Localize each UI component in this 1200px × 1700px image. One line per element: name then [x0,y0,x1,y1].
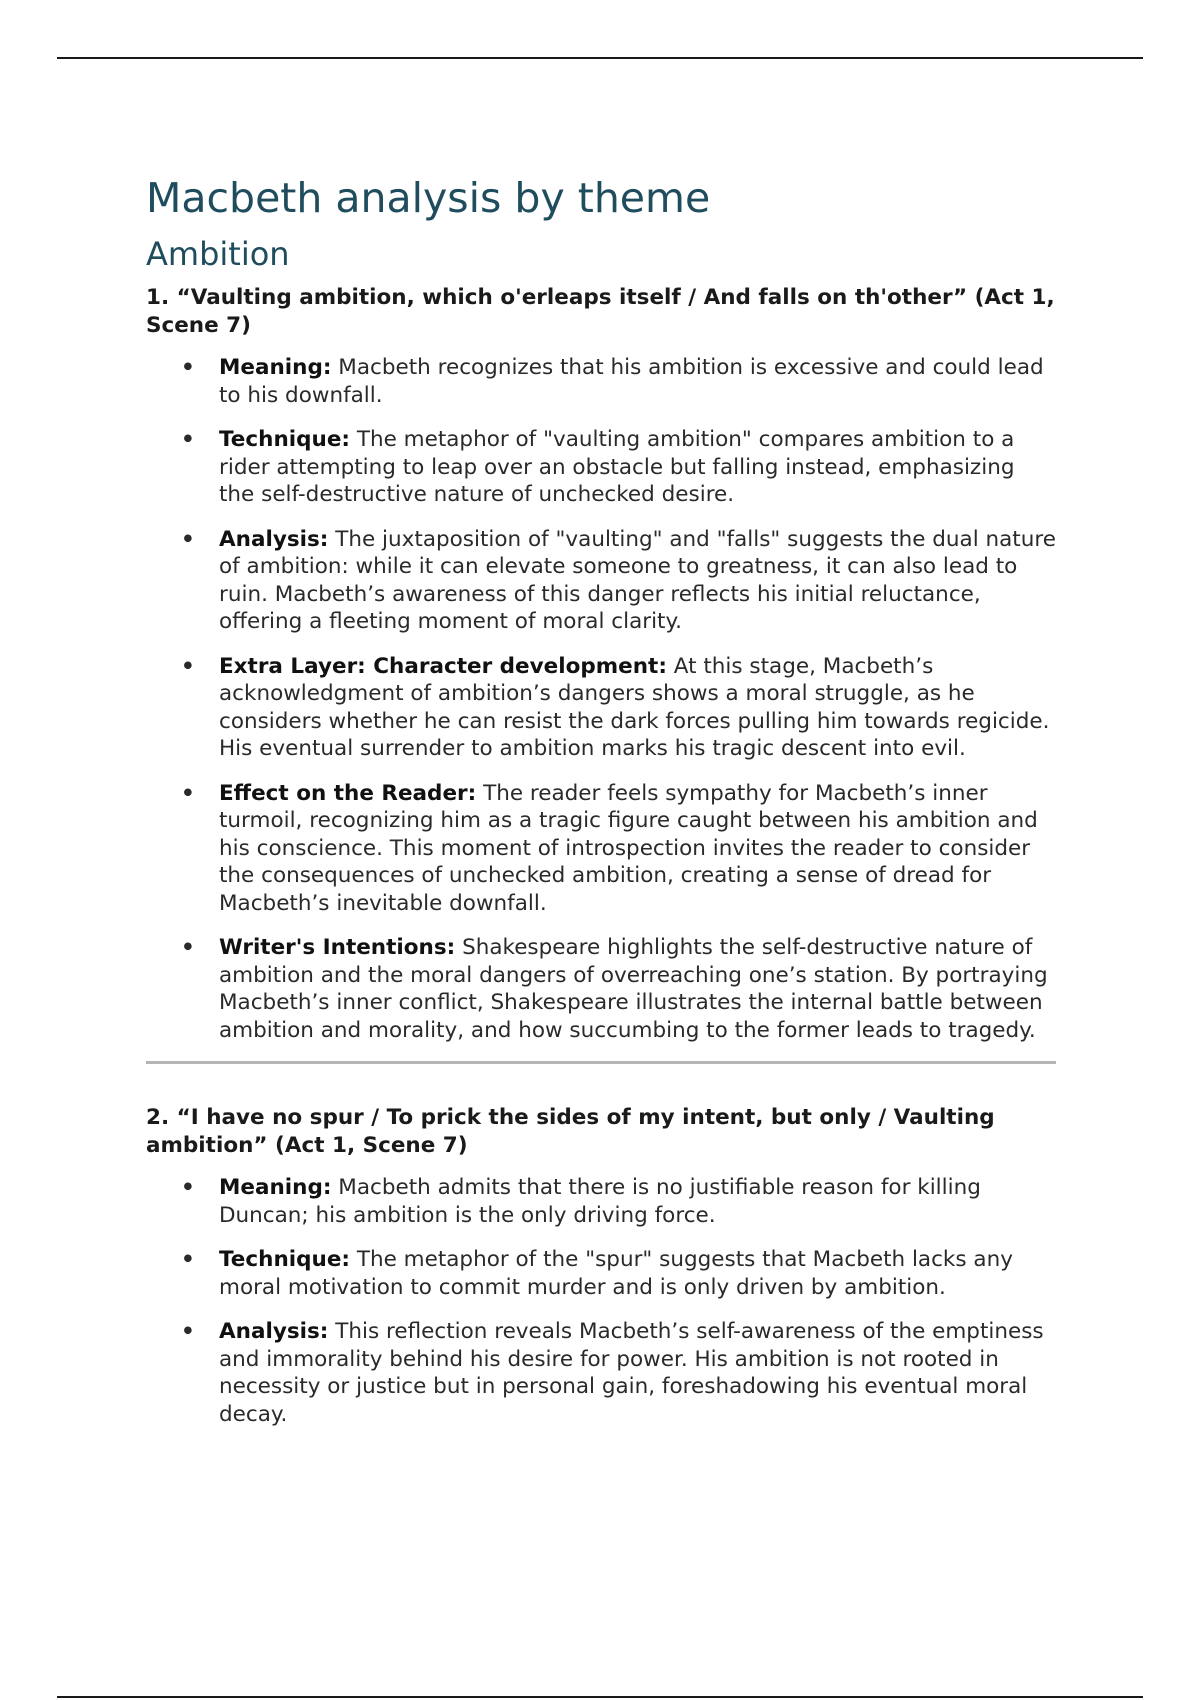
point-text: The reader feels sympathy for Macbeth’s inner turmoil, recognizing him as a tragic figure caught between his ambition and his conscience. This moment of introspection invites the reader to consider the consequences of unchecked ambition, creating a sense of dread for Macbeth’s inevitable downfall. [219,780,1038,916]
list-item [146,526,1056,636]
document-body [146,170,1056,1445]
point-label: Meaning: [219,355,332,380]
bullet-icon: • [181,1319,195,1344]
point-text: The metaphor of "vaulting ambition" compares ambition to a rider attempting to leap over an obstacle but falling instead, emphasizing the self-destructive nature of unchecked desire. [219,427,1015,507]
analysis-list [146,354,1056,1044]
point-text: At this stage, Macbeth’s acknowledgment of ambition’s dangers shows a moral struggle, as he considers whether he can resist the dark forces pulling him towards regicide. His eventual surrender to ambition marks his tragic descent into evil. [219,653,1050,761]
analysis-list [146,1174,1056,1428]
point-label: Technique: [219,1247,350,1272]
header-rule [57,57,1143,59]
point-label: Technique: [219,427,350,452]
section-divider [146,1061,1056,1064]
list-item [146,426,1056,509]
bullet-icon: • [181,780,195,806]
bullet-icon: • [181,355,195,380]
footer-rule [57,1696,1143,1698]
bullet-icon: • [181,526,195,552]
bullet-icon: • [181,935,195,960]
point-text: Shakespeare highlights the self-destructive nature of ambition and the moral dangers of overreaching one’s station. By portraying Macbeth’s inner conflict, Shakespeare illustrates the internal battle between ambition and morality, and how succumbing to the former leads to tragedy. [219,935,1048,1043]
point-label: Analysis: [219,1319,329,1344]
list-item [146,1246,1056,1301]
document-title: Macbeth analysis by theme [146,174,711,222]
point-text: Macbeth admits that there is no justifiable reason for killing Duncan; his ambition is the only driving force. [219,1175,981,1228]
bullet-icon: • [181,1247,195,1272]
point-text: Macbeth recognizes that his ambition is excessive and could lead to his downfall. [219,355,1044,408]
point-label: Writer's Intentions: [219,935,456,960]
point-label: Extra Layer: Character development: [219,653,667,679]
point-text: This reflection reveals Macbeth’s self-awareness of the emptiness and immorality behind his desire for power. His ambition is not rooted in necessity or justice but in personal gain, foreshadowing his eventual moral decay. [219,1319,1044,1427]
point-text: The juxtaposition of "vaulting" and "falls" suggests the dual nature of ambition: while it can elevate someone to greatness, it can also lead to ruin. Macbeth’s awareness of this danger reflects his initial reluctance, offering a fleeting moment of moral clarity. [219,526,1056,634]
list-item [146,934,1056,1044]
section-heading: Ambition [146,235,290,273]
quote-heading: 1. “Vaulting ambition, which o'erleaps itself / And falls on th'other” (Act 1, Scene 7) [146,285,1055,338]
list-item [146,354,1056,409]
list-item [146,780,1056,918]
point-text: The metaphor of the "spur" suggests that Macbeth lacks any moral motivation to commit murder and is only driven by ambition. [219,1247,1013,1300]
bullet-icon: • [181,427,195,452]
bullet-icon: • [181,1175,195,1200]
quote-heading: 2. “I have no spur / To prick the sides of my intent, but only / Vaulting ambition” (Act 1, Scene 7) [146,1105,995,1158]
point-label: Analysis: [219,526,329,552]
point-label: Meaning: [219,1175,332,1200]
list-item [146,1174,1056,1229]
quote-block-1 [146,284,1056,1044]
list-item [146,1318,1056,1428]
point-label: Effect on the Reader: [219,780,477,806]
bullet-icon: • [181,653,195,679]
quote-block-2 [146,1104,1056,1428]
list-item [146,653,1056,763]
